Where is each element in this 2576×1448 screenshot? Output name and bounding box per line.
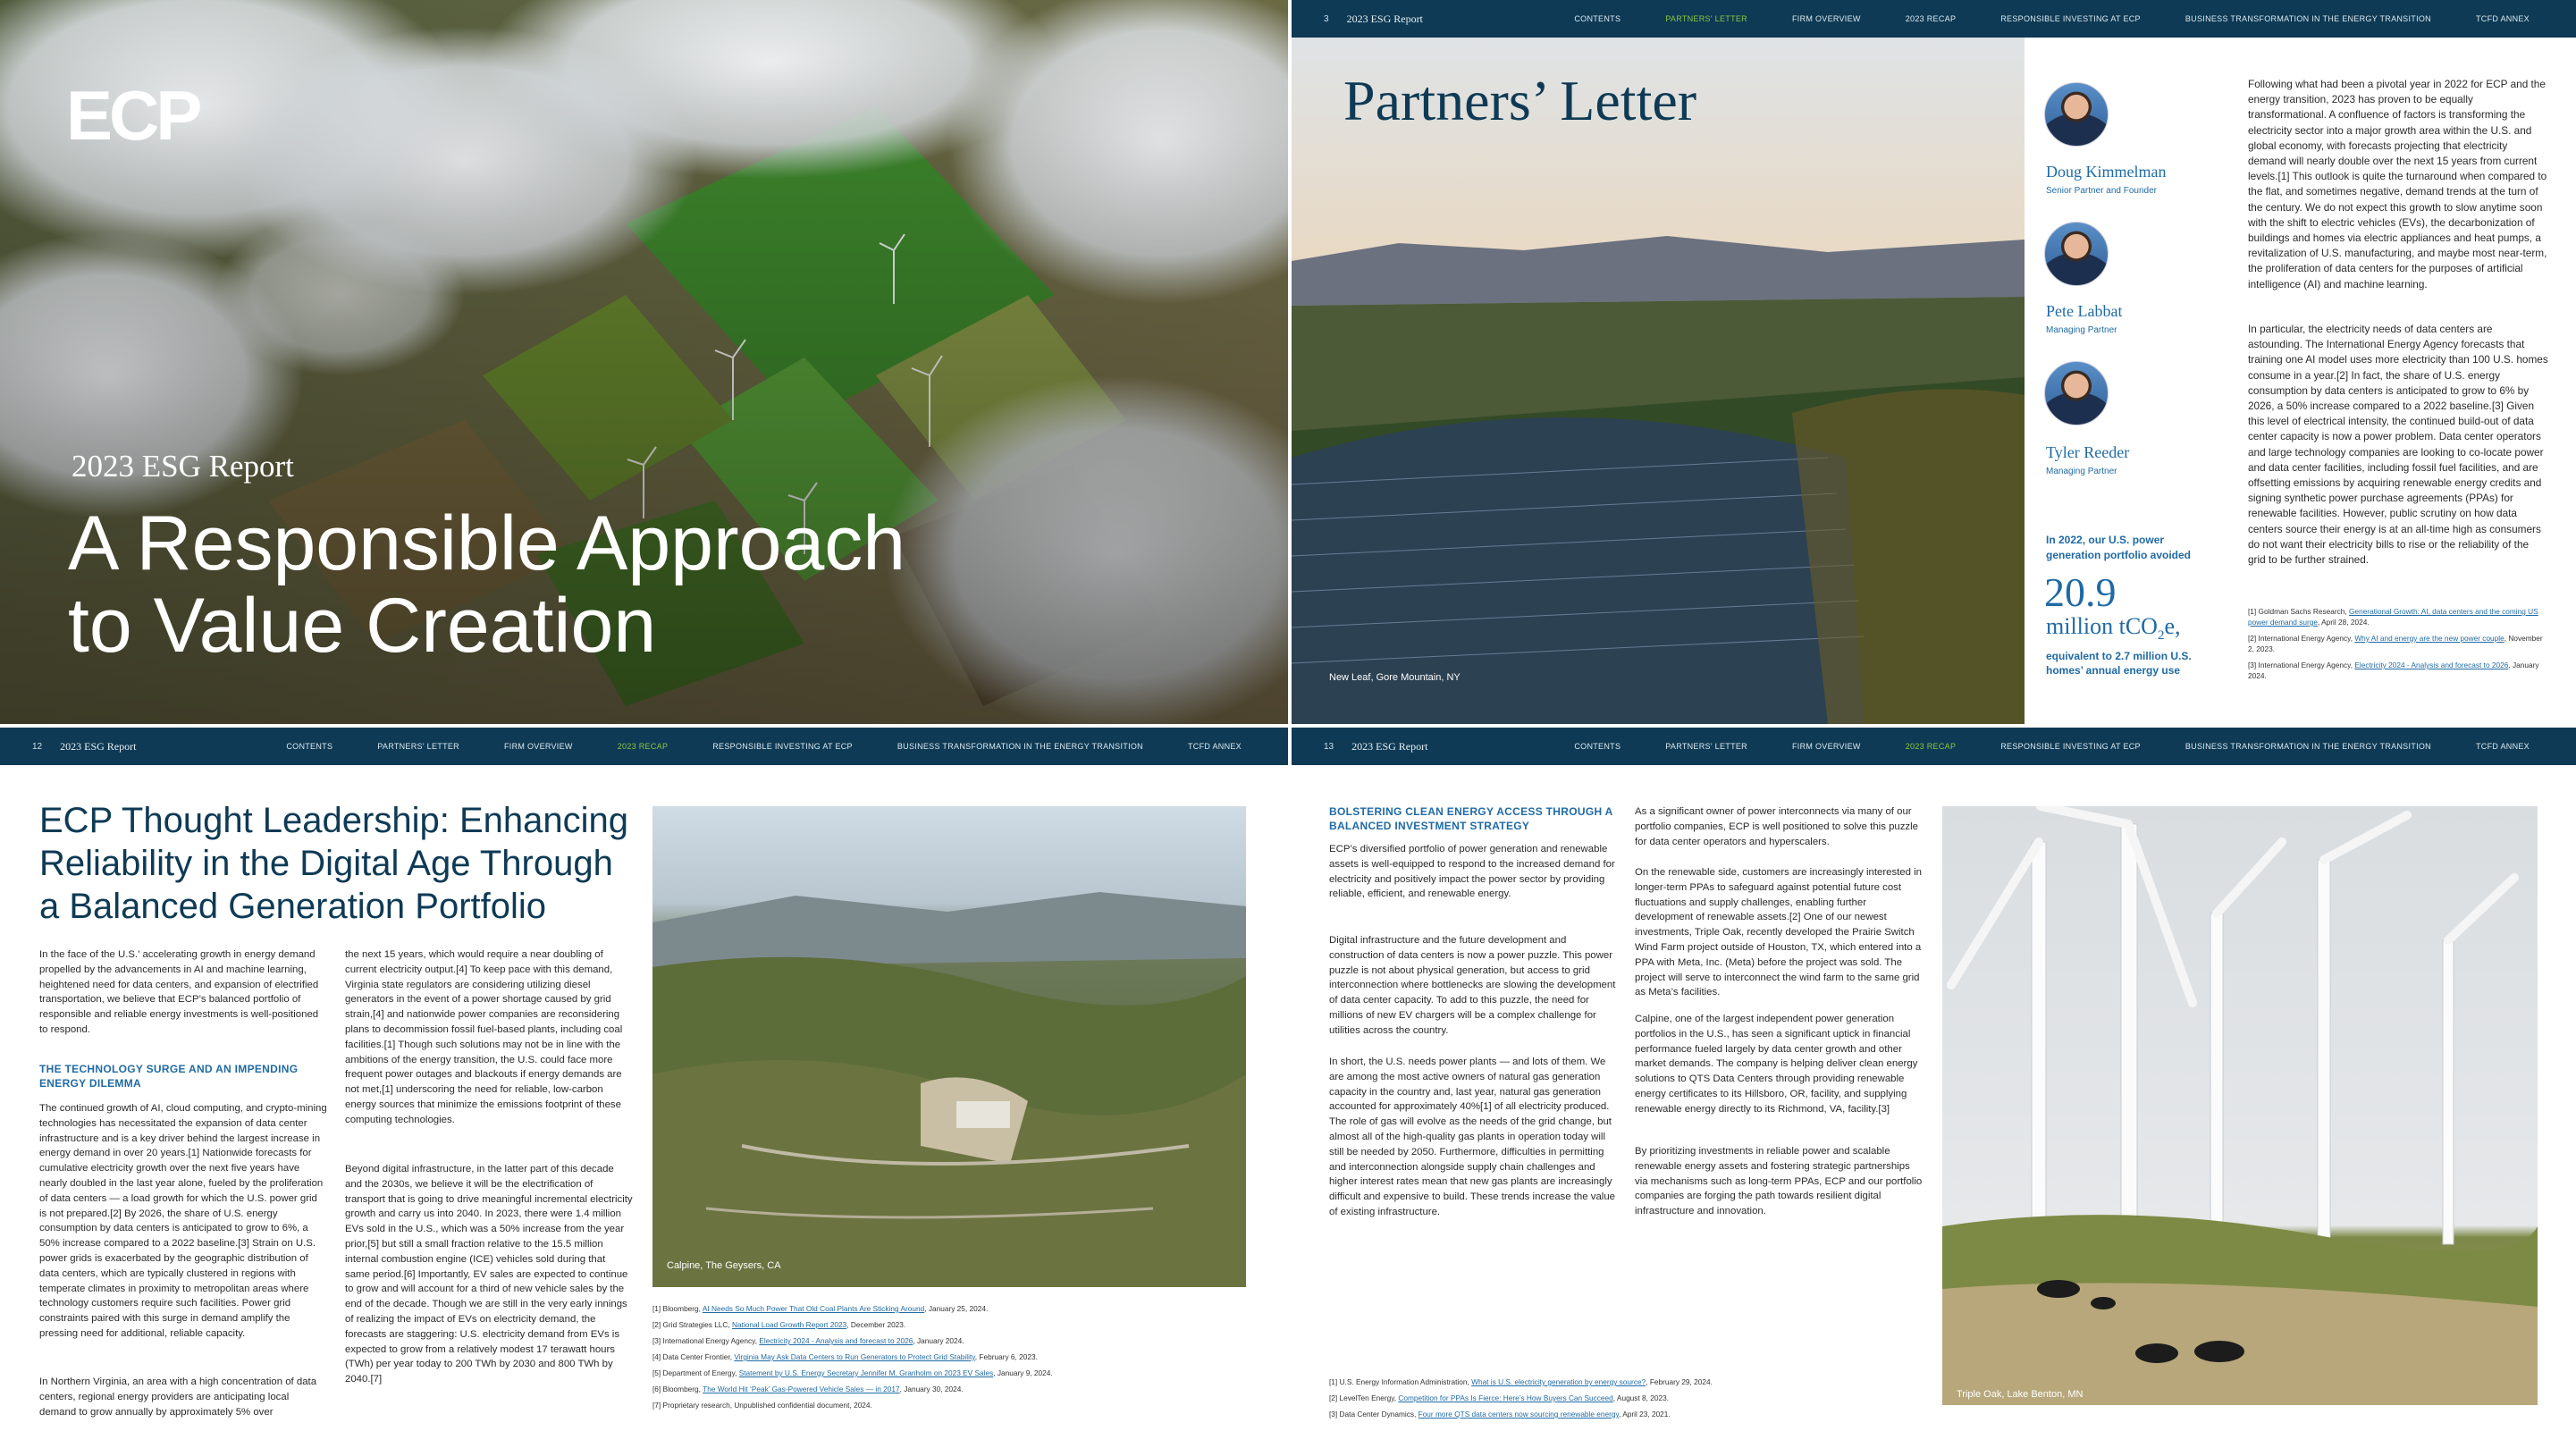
nav-responsible-investing[interactable]: RESPONSIBLE INVESTING AT ECP [2000,14,2141,23]
headshot-pete-labbat [2044,222,2109,286]
stat-unit-text: million tCO [2046,613,2158,639]
photo-caption: Triple Oak, Lake Benton, MN [1957,1389,2084,1400]
footnote-date: , January 9, 2024. [993,1368,1053,1377]
footnote-num: [7] [652,1401,661,1410]
footnote-source: Grid Strategies LLC, [662,1320,733,1329]
footnote-source: Bloomberg, [662,1385,703,1393]
partner-name-3: Tyler Reeder [2046,443,2130,461]
footnote-source: International Energy Agency, [2258,661,2355,669]
col1-paragraph-3: In short, the U.S. needs power plants — and lots of them. We are among the most active owners of natural gas generation capacity in the country and, last year, natural gas generation accounted for approximately 40%[1] of all electricity produced. The role of gas will evolve as the needs of the grid change, but almost all of the high-quality gas plants in operation today will still be needed by 2050. Furthermore, difficulties in permitting and interconnection alongside supply chain challenges and higher interest rates mean that new gas plants are increasingly difficult and expensive to build. These trends increase the value of existing infrastructure. [1329,1057,1615,1217]
solar-farm-photo [1292,38,2025,724]
nav-business-transformation[interactable]: BUSINESS TRANSFORMATION IN THE ENERGY TRANSITION [2185,14,2431,23]
footnote-source: LevelTen Energy, [1339,1393,1399,1402]
footnote-num: [2] [2248,634,2257,643]
footnote-link[interactable]: Generational Growth: AI, data centers and the coming US power demand surge [2248,607,2538,627]
headshot-tyler-reeder [2044,361,2109,425]
nav-menu [1529,0,2530,38]
section-heading: THE TECHNOLOGY SURGE AND AN IMPENDING ENERGY DILEMMA [39,1063,299,1090]
nav-tcfd-annex[interactable]: TCFD ANNEX [2475,742,2530,751]
headshot-doug-kimmelman [2044,82,2109,147]
nav-business-transformation[interactable]: BUSINESS TRANSFORMATION IN THE ENERGY TRANSITION [2185,742,2431,751]
footnote-num: [3] [1329,1410,1338,1419]
footnote-source: International Energy Agency, [2258,634,2355,643]
footnote-link[interactable]: AI Needs So Much Power That Old Coal Plants Are Sticking Around [702,1304,925,1313]
footnote-date: , January 2024. [913,1336,964,1345]
nav-report-title[interactable]: 2023 ESG Report [1346,12,1423,25]
nav-menu [241,728,1242,765]
stat-value: 20.9 [2044,569,2117,615]
nav-firm-overview[interactable]: FIRM OVERVIEW [1791,742,1861,751]
footnote [652,1351,1242,1362]
col2-paragraph-4: By prioritizing investments in reliable power and scalable renewable energy assets and fostering strategic partnerships via mechanisms such as long-term PPAs, ECP and our portfolio companies are forging the path towards resilient digital infrastructure and innovation. [1635,1146,1923,1217]
col2-paragraph-1: As a significant owner of power interconnects via many of our portfolio companies, ECP is well positioned to solve this puzzle for data center operators and hyperscalers. [1635,806,1918,847]
nav-2023-recap[interactable]: 2023 RECAP [1905,742,1957,751]
photo-caption: Calpine, The Geysers, CA [667,1260,781,1271]
footnote-source: Bloomberg, [662,1304,703,1313]
nav-menu [1529,728,2530,765]
footnote-link[interactable]: The World Hit ‘Peak’ Gas-Powered Vehicle Sales — in 2017 [703,1385,900,1393]
footnote-link[interactable]: Statement by U.S. Energy Secretary Jennifer M. Granholm on 2023 EV Sales [738,1368,994,1377]
partners-letter-page [1292,0,2576,724]
footnote [652,1384,1242,1394]
bolstering-clean-energy-page [1292,728,2576,1448]
partner-name-1: Doug Kimmelman [2046,163,2167,181]
footnote [1329,1409,1919,1419]
footnote-num: [4] [652,1352,661,1361]
footnote-source: Proprietary research, Unpublished confidential document, 2024. [662,1401,872,1410]
top-nav [0,728,1288,765]
footnote-date: , January 2024. [2248,661,2539,680]
footnote-date: , February 6, 2023. [974,1352,1038,1361]
photo-caption: New Leaf, Gore Mountain, NY [1329,672,1461,683]
footnote-date: , April 28, 2024. [2317,618,2370,627]
footnote-num: [1] [652,1304,661,1313]
col2-paragraph-2: On the renewable side, customers are increasingly interested in longer-term PPAs to safeguard against potential future cost fluctuations and supply challenges, enabling further development of renewable assets.[2] One of our newest investments, Triple Oak, recently developed the Prairie Switch Wind Farm project outside of Houston, TX, which entered into a PPA with Meta, Inc. (Meta) before the project was sold. The project will serve to interconnect the wind farm to the same grid as Meta’s facilities. [1635,867,1923,998]
letter-paragraph-1: Following what had been a pivotal year in 2022 for ECP and the energy transition, 2023 has proven to be equally transformational. A confluence of factors is transforming the electricity sector into a major growth area within the U.S. and global economy, with forecasts projecting that electricity demand will nearly double over the next 15 years from current levels.[1] This outlook is quite the turnaround when compared to the flat, and sometimes negative, demand trends at the turn of the century. We do not expect this growth to slow anytime soon with the shift to electric vehicles (EVs), the decarbonization of buildings and homes via electric appliances and heat pumps, a revitalization of U.S. manufacturing, and maybe most near-term, the proliferation of data centers for the purposes of artificial intelligence (AI) and machine learning. [2248,78,2547,290]
partner-name-2: Pete Labbat [2046,302,2123,320]
footnote-date: , August 8, 2023. [1612,1393,1670,1402]
cover-subtitle: 2023 ESG Report [72,449,294,484]
nav-partners-letter[interactable]: PARTNERS' LETTER [1665,14,1747,23]
nav-tcfd-annex[interactable]: TCFD ANNEX [2475,14,2530,23]
intro-paragraph: In the face of the U.S.’ accelerating growth in energy demand propelled by the advancements in AI and machine learning, heightened need for data centers, and expansion of electrified transportation, we believe that ECP’s balanced portfolio of responsible and reliable energy investments is well-positioned to respond. [39,949,319,1035]
page-number: 13 [1324,741,1334,752]
footnote [652,1319,1242,1330]
footnote [2248,606,2543,627]
footnote [652,1400,1242,1410]
nav-2023-recap[interactable]: 2023 RECAP [1905,14,1957,23]
footnote-link[interactable]: Electricity 2024 - Analysis and forecast to 2026 [2354,661,2509,669]
col1-paragraph-1: The continued growth of AI, cloud computing, and crypto-mining technologies has necessitated the expansion of data center infrastructure and is a key driver behind the largest increase in energy demand in over 20 years.[1] Nationwide forecasts for cumulative electricity growth over the next five years have nearly doubled in the last year alone, fueled by the proliferation of data centers — a load growth for which the U.S. power grid is not prepared.[2] By 2026, the share of U.S. energy consumption by data centers is anticipated to grow to 6%, a 50% increase compared to a 2022 baseline.[3] Strain on U.S. power grids is exacerbated by the geographic distribution of data centers, which are typically clustered in regions with temperate climates in proximity to metropolitan areas where technology customers require such facilities. Power grid constraints paired with this surge in demand amplify the pressing need for additional, reliable capacity. [39,1103,327,1339]
footnote-num: [1] [1329,1377,1338,1386]
nav-partners-letter[interactable]: PARTNERS' LETTER [377,742,459,751]
nav-business-transformation[interactable]: BUSINESS TRANSFORMATION IN THE ENERGY TRANSITION [897,742,1143,751]
nav-responsible-investing[interactable]: RESPONSIBLE INVESTING AT ECP [2000,742,2141,751]
footnotes [1329,1376,1919,1419]
col1-paragraph-2: In Northern Virginia, an area with a high concentration of data centers, regional energy providers are anticipating local demand to grow annually by approximately 5% over [39,1376,317,1418]
stat-description: equivalent to 2.7 million U.S. homes’ annual energy use [2046,650,2192,677]
letter-footnotes [2248,606,2543,681]
footnote-num: [3] [652,1336,661,1345]
stat-intro: In 2022, our U.S. power generation portfolio avoided [2046,534,2192,561]
footnote-source: Goldman Sachs Research, [2258,607,2350,616]
footnote-link[interactable]: Why AI and energy are the new power couple [2354,634,2504,643]
footnote-date: , April 23, 2021. [1619,1410,1671,1419]
footnote-source: U.S. Energy Information Administration, [1339,1377,1472,1386]
nav-report-title[interactable]: 2023 ESG Report [60,739,137,753]
footnote-date: , November 2, 2023. [2248,634,2543,653]
page-number: 3 [1324,13,1329,24]
nav-partners-letter[interactable]: PARTNERS' LETTER [1665,742,1747,751]
footnote-num: [2] [1329,1393,1338,1402]
nav-responsible-investing[interactable]: RESPONSIBLE INVESTING AT ECP [712,742,853,751]
partner-role-1: Senior Partner and Founder [2046,186,2157,196]
nav-firm-overview[interactable]: FIRM OVERVIEW [503,742,573,751]
top-nav [1292,728,2576,765]
stat-unit [2046,613,2181,644]
page-title: ECP Thought Leadership: Enhancing Reliability in the Digital Age Through a Balanced Generation Portfolio [39,801,629,926]
col1-paragraph-2: Digital infrastructure and the future development and construction of data centers is now a power puzzle. This power puzzle is not about physical generation, but access to grid interconnection where bottlenecks are slowing the development of data center capacity. To add to this puzzle, the need for millions of new EV chargers will be a complex challenge for utilities across the country. [1329,935,1616,1036]
stat-unit-sub: 2 [2157,628,2165,644]
nav-contents[interactable]: CONTENTS [1574,742,1621,751]
footnote-link[interactable]: Virginia May Ask Data Centers to Run Generators to Protect Grid Stability [734,1352,975,1361]
footnote-source: Department of Energy, [662,1368,739,1377]
footnote-link[interactable]: Electricity 2024 - Analysis and forecast to 2026 [759,1336,913,1345]
partner-role-3: Managing Partner [2046,467,2117,476]
wind-turbines-photo [1942,806,2538,1405]
footnote-num: [5] [652,1368,661,1377]
cover-title-line2: to Value Creation [68,583,657,669]
footnote [652,1368,1242,1378]
footnote-date: , January 25, 2024. [924,1304,989,1313]
nav-2023-recap[interactable]: 2023 RECAP [617,742,669,751]
footnote [652,1335,1242,1346]
footnote-link[interactable]: Competition for PPAs Is Fierce: Here’s How Buyers Can Succeed [1398,1393,1613,1402]
thought-leadership-page [0,728,1288,1448]
partner-role-2: Managing Partner [2046,325,2117,335]
footnote-source: Data Center Frontier, [662,1352,735,1361]
ecp-logo: ECP [66,76,199,155]
col2-paragraph-1: the next 15 years, which would require a near doubling of current electricity output.[4] To keep pace with this demand, Virginia state regulators are considering utilizing diesel generators in the event of a power shortage caused by grid strain,[4] and nationwide power companies are reconsidering plans to decommission fossil fuel-based plants, including coal facilities.[1] Though such solutions may not be in line with the ambitions of the energy transition, the U.S. could face more frequent power outages and blackouts if energy demands are not met,[1] underscoring the need for reliable, low-carbon energy sources that minimize the emissions footprint of these computing technologies. [345,949,623,1125]
footnote [2248,633,2543,654]
letter-paragraph-2: In particular, the electricity needs of data centers are astounding. The International Energy Agency forecasts that training one AI model uses more electricity than 100 U.S. homes consume in a year.[2] In fact, the share of U.S. energy consumption by data centers is anticipated to grow to 6% by 2026, a 50% increase compared to a 2022 baseline.[3] Given this level of electrical intensity, the continued build-out of data center capacity is now a power problem. Data center operators and large technology companies are looking to co-locate power and data center facilities, including fossil fuel facilities, and are offsetting emissions by acquiring renewable energy credits and signing synthetic power purchase agreements (PPAs) for renewable facilities. However, public scrutiny on how data centers source their energy is at an all-time high as consumers do not want their electricity bills to rise or the reliability of the grid to be further strained. [2248,323,2548,567]
top-nav [1292,0,2576,38]
footnote [2248,660,2543,681]
footnote-num: [1] [2248,607,2257,616]
col1-paragraph-1: ECP’s diversified portfolio of power generation and renewable assets is well-equipped to respond to the increased demand for electricity and positively impact the power sector by providing reliable, efficient, and renewable energy. [1329,844,1615,900]
nav-tcfd-annex[interactable]: TCFD ANNEX [1187,742,1242,751]
footnote-num: [6] [652,1385,661,1393]
footnote-link[interactable]: National Load Growth Report 2023 [732,1320,847,1329]
footnote-source: Data Center Dynamics, [1339,1410,1418,1419]
footnote-source: International Energy Agency, [662,1336,760,1345]
footnote [652,1303,1242,1314]
footnote-num: [2] [652,1320,661,1329]
col2-paragraph-3: Calpine, one of the largest independent power generation portfolios in the U.S., has seen a significant uptick in financial performance fueled largely by data center growth and other market demands. The company is helping deliver clean energy solutions to QTS Data Centers through providing renewable energy certificates to its Hillsboro, OR, facility, and supplying renewable energy directly to its Richmond, VA, facility.[3] [1635,1014,1918,1115]
nav-contents[interactable]: CONTENTS [1574,14,1621,23]
cover-title-line1: A Responsible Approach [68,501,906,586]
nav-contents[interactable]: CONTENTS [286,742,333,751]
footnotes [652,1303,1242,1410]
footnote-link[interactable]: Four more QTS data centers now sourcing renewable energy [1418,1410,1620,1419]
footnote-num: [3] [2248,661,2257,669]
nav-firm-overview[interactable]: FIRM OVERVIEW [1791,14,1861,23]
geysers-aerial-photo [652,806,1246,1287]
page-number: 12 [32,741,43,752]
nav-report-title[interactable]: 2023 ESG Report [1351,739,1428,753]
footnote-date: , January 30, 2024. [899,1385,964,1393]
stat-unit-end: e, [2164,613,2181,639]
col2-paragraph-2: Beyond digital infrastructure, in the latter part of this decade and the 2030s, we believe it will be the electrification of transport that is going to drive meaningful incremental electricity growth and carry us into 2040. In 2023, there were 1.4 million EVs sold in the U.S., which was a 50% increase from the year prior,[5] but still a small fraction relative to the 15.5 million internal combustion engine (ICE) vehicles sold during that same period.[6] Importantly, EV sales are expected to continue to grow and will account for a third of new vehicle sales by the end of the decade. Though we are still in the very early innings of realizing the impact of EVs on electricity demand, the forecasts are staggering: U.S. electricity demand from EVs is expected to grow from a relatively modest 17 terawatt hours (TWh) per year today to 200 TWh by 2030 and 800 TWh by 2040.[7] [345,1164,633,1385]
cover-page [0,0,1288,724]
footnote-date: , February 29, 2024. [1646,1377,1713,1386]
page-title: Partners’ Letter [1343,69,1697,132]
footnote-link[interactable]: What is U.S. electricity generation by energy source? [1471,1377,1646,1386]
footnote-date: , December 2023. [846,1320,906,1329]
footnote [1329,1393,1919,1403]
section-heading: BOLSTERING CLEAN ENERGY ACCESS THROUGH A BALANCED INVESTMENT STRATEGY [1329,805,1613,832]
footnote [1329,1376,1919,1387]
